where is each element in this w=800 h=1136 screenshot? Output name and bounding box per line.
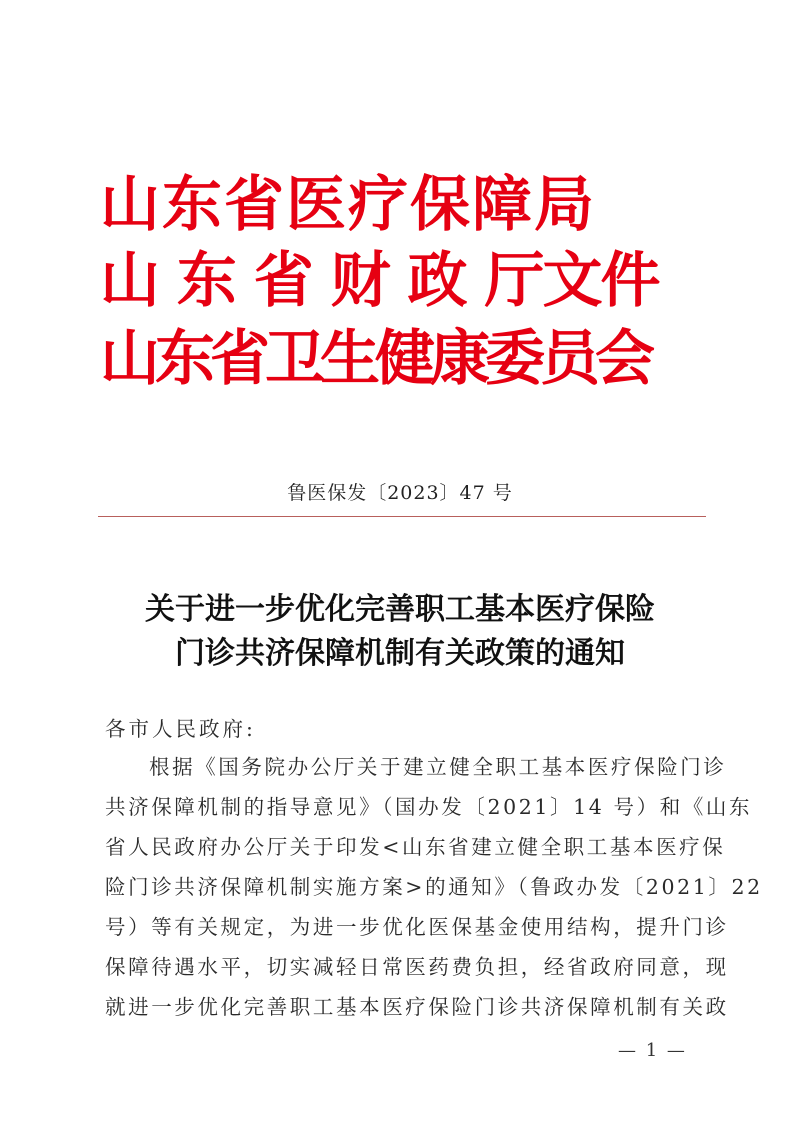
notice-title-line-1: 关于进一步优化完善职工基本医疗保险	[145, 592, 655, 627]
paragraph-line: 省人民政府办公厅关于印发<山东省建立健全职工基本医疗保	[105, 835, 726, 859]
issuer-health-commission: 山东省卫生健康委员会	[100, 324, 650, 394]
paragraph-line: 共济保障机制的指导意见》（国办发〔2021〕14 号）和《山东	[105, 795, 753, 819]
header-divider	[98, 516, 706, 517]
notice-title-line-2: 门诊共济保障机制有关政策的通知	[175, 636, 625, 671]
paragraph-line: 保障待遇水平，切实减轻日常医药费负担，经省政府同意，现	[105, 955, 729, 979]
paragraph-line: 就进一步优化完善职工基本医疗保险门诊共济保障机制有关政	[105, 995, 729, 1019]
paragraph-line: 险门诊共济保障机制实施方案>的通知》（鲁政办发〔2021〕22	[105, 875, 763, 899]
issuer-medical-security-bureau: 山东省医疗保障局	[100, 170, 596, 240]
document-number: 鲁医保发〔2023〕47 号	[287, 482, 513, 504]
salutation: 各市人民政府:	[105, 717, 256, 741]
issuer-finance-department-document: 山 东 省 财 政 厅文件	[100, 246, 659, 316]
paragraph-line: 根据《国务院办公厅关于建立健全职工基本医疗保险门诊	[149, 755, 727, 779]
paragraph-line: 号）等有关规定，为进一步优化医保基金使用结构，提升门诊	[105, 915, 729, 939]
page-number: — 1 —	[618, 1040, 687, 1061]
